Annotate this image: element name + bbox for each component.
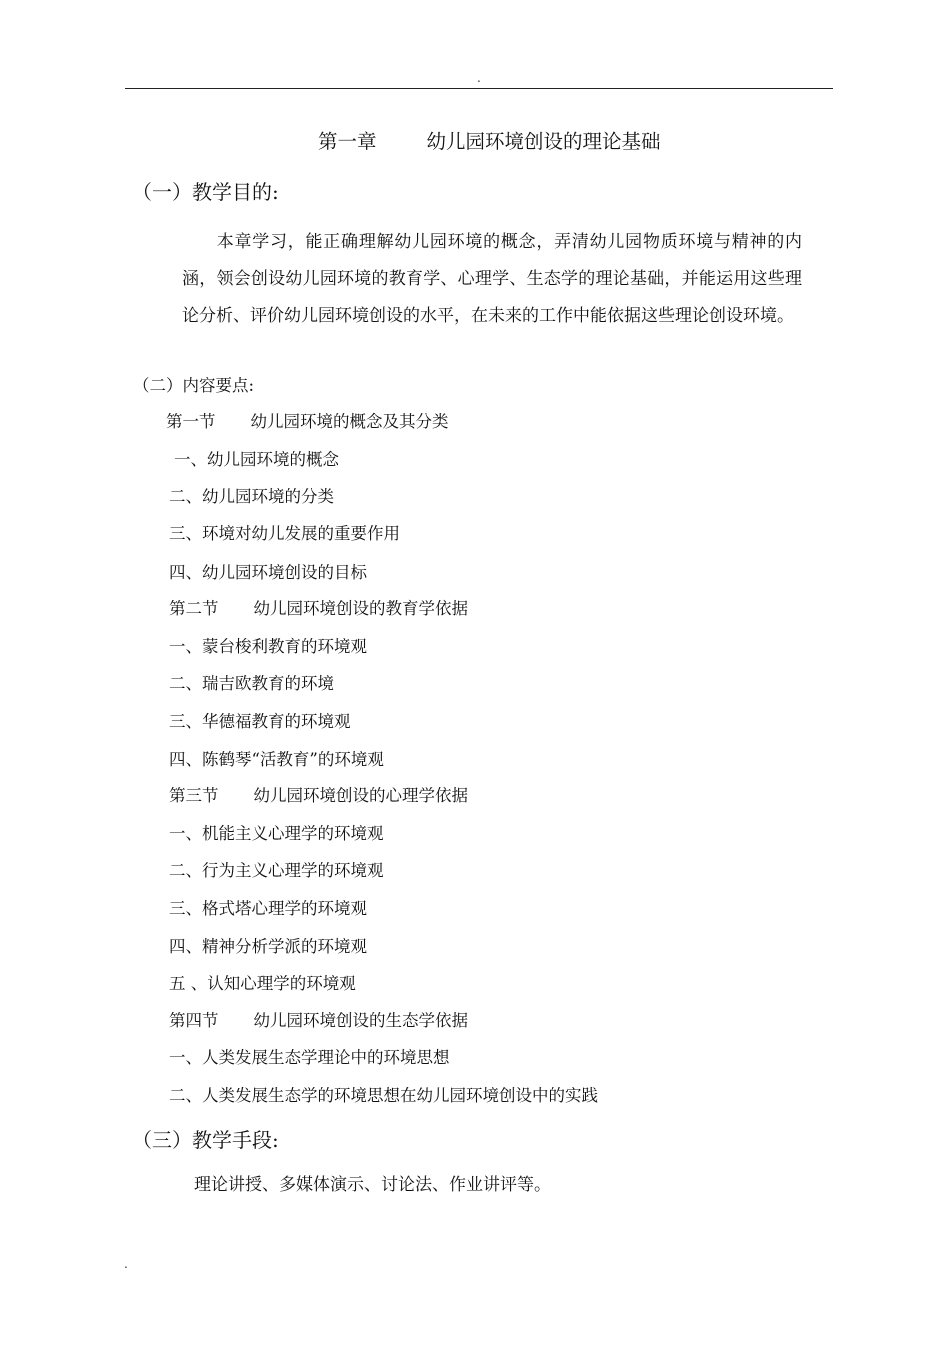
list-item: 一、幼儿园环境的概念: [174, 450, 339, 469]
section-1-title: [166, 410, 449, 434]
section-number: 第二节: [169, 599, 219, 618]
section-name: 幼儿园环境创设的教育学依据: [253, 599, 468, 618]
objectives-text: 本章学习，能正确理解幼儿园环境的概念，弄清幼儿园物质环境与精神的内涵，领会创设幼儿园环境的教育学、心理学、生态学的理论基础，并能运用这些理论分析、评价幼儿园环境创设的水平，在未来的工作中能依据这些理论创设环境。: [182, 232, 802, 326]
methods-heading: （三）教学手段:: [132, 1128, 279, 1152]
objectives-paragraph: [182, 224, 802, 335]
footer-dot: .: [124, 1257, 128, 1271]
section-4-title: [169, 1009, 468, 1033]
section-number: 第三节: [169, 786, 219, 805]
chapter-number: 第一章: [318, 130, 377, 153]
header-rule: [125, 88, 833, 89]
list-item: 三、格式塔心理学的环境观: [169, 899, 367, 918]
section-name: 幼儿园环境创设的生态学依据: [253, 1011, 468, 1030]
list-item: 一、机能主义心理学的环境观: [169, 824, 384, 843]
section-number: 第四节: [169, 1011, 219, 1030]
list-item: 二、幼儿园环境的分类: [169, 487, 334, 506]
list-item: 二、瑞吉欧教育的环境: [169, 674, 334, 693]
section-name: 幼儿园环境创设的心理学依据: [253, 786, 468, 805]
section-name: 幼儿园环境的概念及其分类: [250, 412, 449, 431]
list-item: 四、陈鹤琴“活教育”的环境观: [169, 750, 384, 769]
methods-text: 理论讲授、多媒体演示、讨论法、作业讲评等。: [194, 1175, 551, 1195]
section-number: 第一节: [166, 412, 216, 431]
list-item: 四、精神分析学派的环境观: [169, 937, 367, 956]
objectives-heading: （一）教学目的:: [132, 180, 279, 204]
list-item: 二、行为主义心理学的环境观: [169, 861, 384, 880]
list-item: 三、环境对幼儿发展的重要作用: [169, 524, 400, 543]
list-item: 一、蒙台梭利教育的环境观: [169, 637, 367, 656]
section-3-title: [169, 784, 468, 808]
section-2-title: [169, 597, 468, 621]
chapter-name: 幼儿园环境创设的理论基础: [426, 130, 661, 153]
list-item: 二、人类发展生态学的环境思想在幼儿园环境创设中的实践: [169, 1086, 598, 1105]
list-item: 五 、认知心理学的环境观: [169, 974, 356, 993]
list-item: 一、人类发展生态学理论中的环境思想: [169, 1048, 450, 1067]
list-item: 四、幼儿园环境创设的目标: [169, 563, 367, 582]
chapter-title: [318, 128, 661, 156]
header-dot: .: [477, 71, 481, 85]
list-item: 三、华德福教育的环境观: [169, 712, 351, 731]
content-heading: （二）内容要点:: [133, 376, 255, 395]
